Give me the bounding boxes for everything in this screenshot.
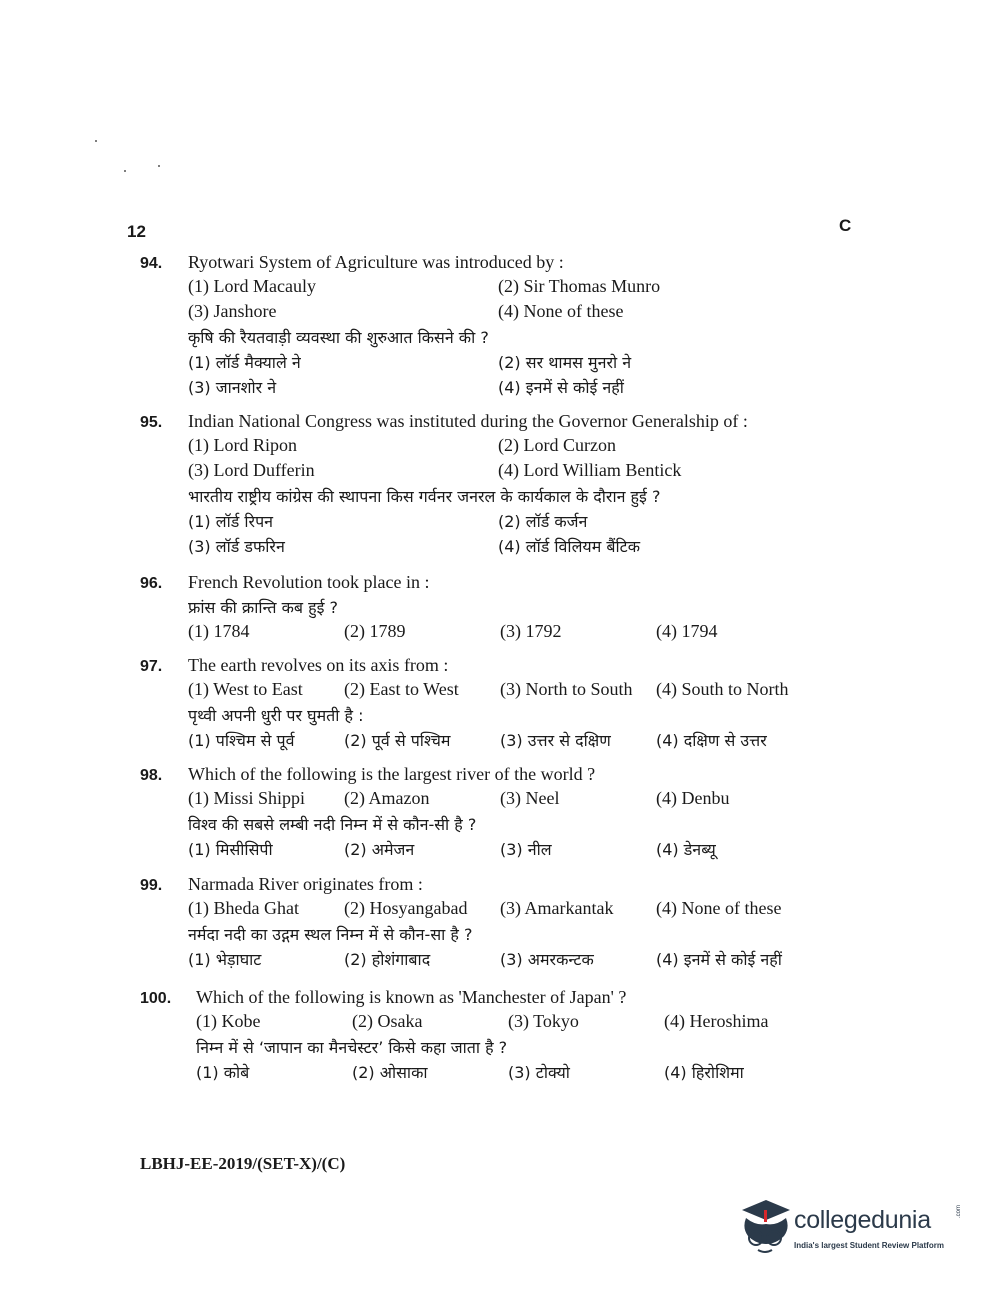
option-4-en: (4) Heroshima	[664, 1011, 769, 1031]
mascot-icon	[736, 1196, 796, 1260]
option-1-en: (1) West to East	[188, 679, 303, 699]
option-1-hi: (1) लॉर्ड रिपन	[188, 512, 274, 531]
option-2-en: (2) Amazon	[344, 788, 430, 808]
logo-tagline: India's largest Student Review Platform	[794, 1241, 944, 1250]
option-3-hi: (3) जानशोर ने	[188, 378, 277, 397]
question-number: 100.	[140, 990, 172, 1007]
option-1-hi: (1) भेड़ाघाट	[188, 950, 262, 969]
option-4-en: (4) None of these	[656, 898, 782, 918]
option-3-hi: (3) लॉर्ड डफरिन	[188, 537, 285, 556]
question-text-en: Ryotwari System of Agriculture was introduced by :	[188, 252, 564, 272]
question-text-en: Narmada River originates from :	[188, 874, 423, 894]
option-2-hi: (2) ओसाका	[352, 1063, 428, 1082]
option-2-en: (2) Osaka	[352, 1011, 423, 1031]
question-95	[140, 411, 830, 560]
question-number: 97.	[140, 658, 163, 675]
question-text-en: Which of the following is the largest river of the world ?	[188, 764, 596, 784]
question-text-en: Indian National Congress was instituted during the Governor Generalship of :	[188, 411, 748, 431]
option-3-hi: (3) टोक्यो	[508, 1063, 570, 1082]
option-1-en: (1) Kobe	[196, 1011, 261, 1031]
option-1-hi: (1) कोबे	[196, 1063, 250, 1082]
option-2-hi: (2) लॉर्ड कर्जन	[498, 512, 588, 531]
option-3-hi: (3) नील	[500, 840, 552, 859]
page-number: 12	[127, 222, 146, 241]
question-96	[140, 572, 830, 646]
option-3-en: (3) Janshore	[188, 301, 277, 321]
option-4-hi: (4) डेनब्यू	[656, 840, 716, 859]
question-text-hi: कृषि की रैयतवाड़ी व्यवस्था की शुरुआत किसने की ?	[188, 328, 489, 347]
question-100	[140, 987, 830, 1086]
question-text-hi: निम्न में से ‘जापान का मैनचेस्टर’ किसे कहा जाता है ?	[196, 1038, 508, 1057]
question-text-hi: पृथ्वी अपनी धुरी पर घुमती है :	[188, 706, 364, 725]
question-text-hi: फ्रांस की क्रान्ति कब हुई ?	[188, 598, 339, 617]
option-1: (1) 1784	[188, 621, 250, 641]
paper-code: LBHJ-EE-2019/(SET-X)/(C)	[140, 1154, 346, 1173]
option-4-hi: (4) इनमें से कोई नहीं	[656, 950, 782, 969]
option-3: (3) 1792	[500, 621, 562, 641]
logo-suffix: .com	[956, 1204, 962, 1218]
option-4-en: (4) None of these	[498, 301, 624, 321]
question-text-hi: भारतीय राष्ट्रीय कांग्रेस की स्थापना किस गर्वनर जनरल के कार्यकाल के दौरान हुई ?	[188, 487, 661, 506]
option-1-en: (1) Missi Shippi	[188, 788, 306, 808]
option-1-en: (1) Lord Macauly	[188, 276, 316, 296]
option-2-hi: (2) अमेजन	[344, 840, 415, 859]
question-text-hi: नर्मदा नदी का उद्गम स्थल निम्न में से कौन-सा है ?	[188, 925, 473, 944]
question-text-hi: विश्व की सबसे लम्बी नदी निम्न में से कौन-सी है ?	[188, 815, 477, 834]
option-3-en: (3) Neel	[500, 788, 560, 808]
option-2-en: (2) Sir Thomas Munro	[498, 276, 661, 296]
option-4-en: (4) Lord William Bentick	[498, 460, 682, 480]
option-1-hi: (1) पश्चिम से पूर्व	[188, 731, 295, 750]
collegedunia-logo	[736, 1196, 961, 1260]
option-4-en: (4) South to North	[656, 679, 789, 699]
option-2-en: (2) Hosyangabad	[344, 898, 468, 918]
option-4: (4) 1794	[656, 621, 718, 641]
option-2-en: (2) Lord Curzon	[498, 435, 616, 455]
option-3-en: (3) Amarkantak	[500, 898, 614, 918]
question-98	[140, 764, 830, 863]
option-1-hi: (1) मिसीसिपी	[188, 840, 273, 859]
question-99	[140, 874, 830, 973]
option-2: (2) 1789	[344, 621, 406, 641]
question-number: 94.	[140, 255, 163, 272]
question-text-en: Which of the following is known as 'Manchester of Japan' ?	[196, 987, 627, 1007]
option-3-hi: (3) उत्तर से दक्षिण	[500, 731, 611, 750]
option-3-hi: (3) अमरकन्टक	[500, 950, 594, 969]
option-3-en: (3) Tokyo	[508, 1011, 579, 1031]
option-2-hi: (2) सर थामस मुनरो ने	[498, 353, 632, 372]
option-4-hi: (4) इनमें से कोई नहीं	[498, 378, 624, 397]
option-4-hi: (4) लॉर्ड विलियम बैंटिक	[498, 537, 640, 556]
option-1-en: (1) Bheda Ghat	[188, 898, 299, 918]
option-4-hi: (4) दक्षिण से उत्तर	[656, 731, 767, 750]
question-97	[140, 655, 830, 754]
option-2-hi: (2) होशंगाबाद	[344, 950, 431, 969]
question-number: 95.	[140, 414, 163, 431]
question-number: 99.	[140, 877, 163, 894]
question-number: 96.	[140, 575, 163, 592]
option-3-en: (3) North to South	[500, 679, 633, 699]
set-letter: C	[839, 216, 852, 235]
option-2-hi: (2) पूर्व से पश्चिम	[344, 731, 451, 750]
option-1-en: (1) Lord Ripon	[188, 435, 297, 455]
option-2-en: (2) East to West	[344, 679, 459, 699]
question-text-en: The earth revolves on its axis from :	[188, 655, 449, 675]
option-1-hi: (1) लॉर्ड मैक्याले ने	[188, 353, 301, 372]
option-4-hi: (4) हिरोशिमा	[664, 1063, 744, 1082]
option-3-en: (3) Lord Dufferin	[188, 460, 315, 480]
question-94	[140, 252, 830, 401]
logo-wordmark: collegedunia	[794, 1206, 931, 1234]
option-4-en: (4) Denbu	[656, 788, 730, 808]
question-number: 98.	[140, 767, 163, 784]
question-text-en: French Revolution took place in :	[188, 572, 430, 592]
